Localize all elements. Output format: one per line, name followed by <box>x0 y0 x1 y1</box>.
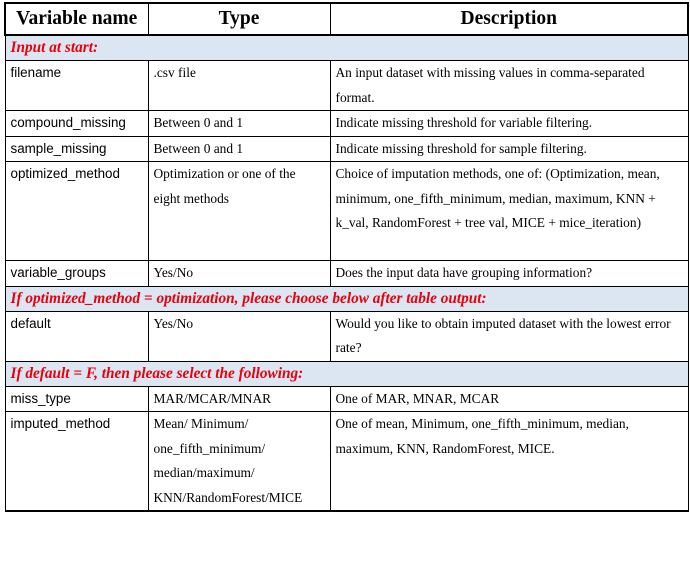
cell-variable: default <box>5 311 148 361</box>
cell-variable: miss_type <box>5 386 148 412</box>
header-row <box>5 3 688 35</box>
cell-type: Yes/No <box>148 261 330 287</box>
section-row <box>5 286 688 311</box>
header-type: Type <box>148 3 330 35</box>
cell-type: Between 0 and 1 <box>148 111 330 137</box>
cell-type: Mean/ Minimum/ one_fifth_minimum/ median/maximum/ KNN/RandomForest/MICE <box>148 412 330 512</box>
cell-type: Between 0 and 1 <box>148 136 330 162</box>
cell-description: An input dataset with missing values in comma-separated format. <box>330 61 688 111</box>
cell-description: Choice of imputation methods, one of: (Optimization, mean, minimum, one_fifth_minimum, median, maximum, KNN + k_val, RandomForest + tree val, MICE + mice_iteration) <box>330 162 688 261</box>
table-row <box>5 412 688 512</box>
cell-variable: variable_groups <box>5 261 148 287</box>
section-row <box>5 361 688 386</box>
cell-variable: imputed_method <box>5 412 148 512</box>
cell-variable: compound_missing <box>5 111 148 137</box>
table-row <box>5 386 688 412</box>
table-row <box>5 162 688 261</box>
table-row <box>5 311 688 361</box>
section-title-input-at-start: Input at start: <box>5 35 688 61</box>
header-variable-name: Variable name <box>5 3 148 35</box>
section-title-optimization: If optimized_method = optimization, please choose below after table output: <box>5 286 688 311</box>
table-row <box>5 61 688 111</box>
cell-variable: filename <box>5 61 148 111</box>
cell-type: MAR/MCAR/MNAR <box>148 386 330 412</box>
table-row <box>5 136 688 162</box>
cell-variable: optimized_method <box>5 162 148 261</box>
cell-description: Would you like to obtain imputed dataset with the lowest error rate? <box>330 311 688 361</box>
section-title-default-false: If default = F, then please select the following: <box>5 361 688 386</box>
cell-description: Indicate missing threshold for variable filtering. <box>330 111 688 137</box>
cell-description: Does the input data have grouping information? <box>330 261 688 287</box>
header-description: Description <box>330 3 688 35</box>
cell-type: Optimization or one of the eight methods <box>148 162 330 261</box>
cell-description: One of MAR, MNAR, MCAR <box>330 386 688 412</box>
cell-type: Yes/No <box>148 311 330 361</box>
table-row <box>5 111 688 137</box>
table-row <box>5 261 688 287</box>
cell-description: Indicate missing threshold for sample filtering. <box>330 136 688 162</box>
cell-type: .csv file <box>148 61 330 111</box>
section-row <box>5 35 688 61</box>
cell-description: One of mean, Minimum, one_fifth_minimum, median, maximum, KNN, RandomForest, MICE. <box>330 412 688 512</box>
variable-table <box>4 2 689 512</box>
cell-variable: sample_missing <box>5 136 148 162</box>
